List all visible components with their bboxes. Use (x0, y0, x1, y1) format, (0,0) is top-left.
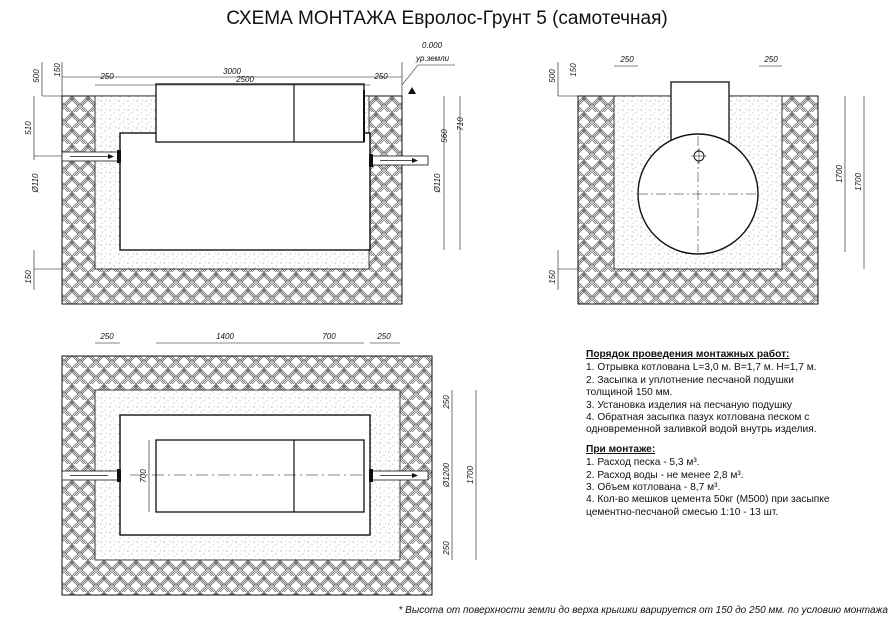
installation-notes (586, 349, 886, 526)
dim-1700-end-outer: 1700 (854, 173, 863, 191)
plan-view-section (62, 332, 476, 595)
during-install-heading: При монтаже: (586, 443, 656, 455)
install-order-item: 2. Засыпка и уплотнение песчаной подушки толщиной 150 мм. (586, 374, 794, 399)
dim-d1200-plan: Ø1200 (442, 462, 451, 488)
side-view-section (24, 41, 465, 304)
elevation-label: ур.земли (416, 54, 450, 63)
dim-250-side-right: 250 (374, 72, 388, 81)
dim-1700-plan: 1700 (466, 466, 475, 484)
during-install-item: 1. Расход песка - 5,3 м³. (586, 457, 700, 469)
dim-560-side: 560 (440, 129, 449, 143)
dim-250-plan-left: 250 (100, 332, 114, 341)
dim-d110-side-left: Ø110 (31, 173, 40, 193)
tank-neck-side (156, 84, 364, 142)
dim-700-plan-side: 700 (139, 469, 148, 483)
install-order-item: 3. Установка изделия на песчаную подушку (586, 399, 792, 411)
during-install-item: 4. Кол-во мешков цемента 50кг (М500) при засыпке цементно-песчаной смесью 1:10 - 13 шт. (586, 494, 830, 518)
install-order-block (586, 349, 886, 437)
dim-2500-side: 2500 (236, 75, 254, 84)
drawing-title: СХЕМА МОНТАЖА Евролос-Грунт 5 (самотечная) (226, 8, 668, 29)
dim-250-side-left: 250 (100, 72, 114, 81)
dim-150-side-bottom: 150 (24, 270, 33, 284)
during-install-item: 2. Расход воды - не менее 2,8 м³. (586, 469, 744, 481)
dim-250-plan-bottom-right: 250 (442, 541, 451, 555)
tank-body-side (120, 133, 370, 250)
dim-150-side-top: 150 (53, 63, 62, 77)
dim-500-end: 500 (548, 69, 557, 83)
dim-500-side: 500 (32, 69, 41, 83)
dim-150-end-top: 150 (569, 63, 578, 77)
during-install-item: 3. Объем котлована - 8,7 м³. (586, 482, 721, 494)
end-view-section (548, 55, 864, 304)
install-order-item: 4. Обратная засыпка пазух котлована песком с одновременной заливкой водой внутрь изделия. (586, 412, 817, 436)
dim-250-plan-right: 250 (377, 332, 391, 341)
install-order-heading: Порядок проведения монтажных работ: (586, 349, 790, 360)
dim-250-plan-top-right: 250 (442, 395, 451, 409)
during-install-block (586, 444, 886, 519)
dim-1400-plan: 1400 (216, 332, 234, 341)
dim-510-side: 510 (24, 121, 33, 135)
dim-700-plan-top: 700 (322, 332, 336, 341)
dim-250-end-left: 250 (620, 55, 634, 64)
dim-150-end-bottom: 150 (548, 270, 557, 284)
tank-neck-plan (156, 440, 364, 512)
dim-250-end-right: 250 (764, 55, 778, 64)
dim-710-side: 710 (456, 117, 465, 131)
dim-1700-end-inner: 1700 (835, 165, 844, 183)
footnote: * Высота от поверхности земли до верха крышки варируется от 150 до 250 мм. по условию монтажа (398, 605, 888, 616)
elevation-value: 0.000 (422, 41, 443, 50)
dim-3000-side: 3000 (223, 67, 241, 76)
install-order-item: 1. Отрывка котлована L=3,0 м. B=1,7 м. H=1,7 м. (586, 362, 817, 374)
dim-d110-side-right: Ø110 (433, 173, 442, 193)
